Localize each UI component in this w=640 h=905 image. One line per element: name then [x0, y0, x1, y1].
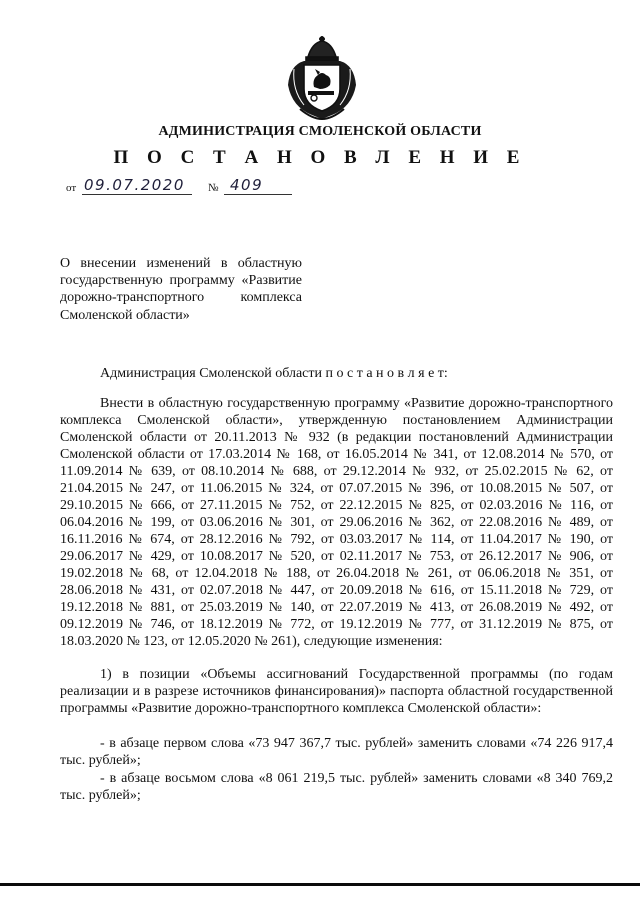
organization-name: АДМИНИСТРАЦИЯ СМОЛЕНСКОЙ ОБЛАСТИ [158, 124, 482, 139]
date-underline [82, 194, 192, 195]
coat-of-arms-icon [282, 35, 362, 121]
paragraph-subitem-1: 1) в позиции «Объемы ассигнований Государственной программы (по годам реализации и в разрезе источников финансирования)» паспорта областной государственной программы «Развитие дорожно-транспортного комплекса Смоленской области»: [60, 667, 613, 716]
paragraph-change-2: - в абзаце восьмом слова «8 061 219,5 тыс. рублей» заменить словами «8 340 769,2 тыс. рублей»; [60, 771, 613, 803]
number-value: 409 [230, 176, 264, 194]
document-subject: О внесении изменений в областную государственную программу «Развитие дорожно-транспортного комплекса Смоленской области» [60, 256, 302, 323]
date-value: 09.07.2020 [84, 176, 185, 194]
date-from-label: от [66, 182, 77, 194]
document-type: П О С Т А Н О В Л Е Н И Е [113, 147, 527, 168]
page-bottom-edge [0, 883, 640, 886]
number-underline [224, 194, 292, 195]
number-label: № [208, 182, 219, 194]
paragraph-change-1: - в абзаце первом слова «73 947 367,7 тыс. рублей» заменить словами «74 226 917,4 тыс. рублей»; [60, 736, 613, 768]
preamble: Администрация Смоленской области п о с т а н о в л я е т: [100, 366, 448, 381]
date-number-line [66, 176, 326, 198]
paragraph-main: Внести в областную государственную программу «Развитие дорожно-транспортного комплекса Смоленской области», утвержденную постановлением Администрации Смоленской области от 20.11.2013 № 932 (в редакции постановлений Администрации Смоленской области от 17.03.2014 № 168, от 16.05.2014 № 341, от 12.08.2014 № 570, от 11.09.2014 № 639, от 08.10.2014 № 688, от 29.12.2014 № 932, от 25.02.2015 № 62, от 21.04.2015 № 247, от 11.06.2015 № 324, от 07.07.2015 № 396, от 10.08.2015 № 507, от 29.10.2015 № 666, от 27.11.2015 № 752, от 22.12.2015 № 825, от 02.03.2016 № 116, от 06.04.2016 № 199, от 03.06.2016 № 301, от 29.06.2016 № 362, от 22.08.2016 № 489, от 16.11.2016 № 674, от 28.12.2016 № 792, от 03.03.2017 № 114, от 11.04.2017 № 190, от 29.06.2017 № 429, от 10.08.2017 № 520, от 02.11.2017 № 753, от 26.12.2017 № 906, от 19.02.2018 № 68, от 12.04.2018 № 188, от 26.04.2018 № 261, от 06.06.2018 № 351, от 28.06.2018 № 431, от 02.07.2018 № 447, от 20.09.2018 № 616, от 15.11.2018 № 729, от 19.12.2018 № 881, от 25.03.2019 № 140, от 22.07.2019 № 413, от 26.08.2019 № 492, от 09.12.2019 № 746, от 18.12.2019 № 772, от 19.12.2019 № 777, от 31.12.2019 № 875, от 18.03.2020 № 123, от 12.05.2020 № 261), следующие изменения: [60, 396, 613, 649]
